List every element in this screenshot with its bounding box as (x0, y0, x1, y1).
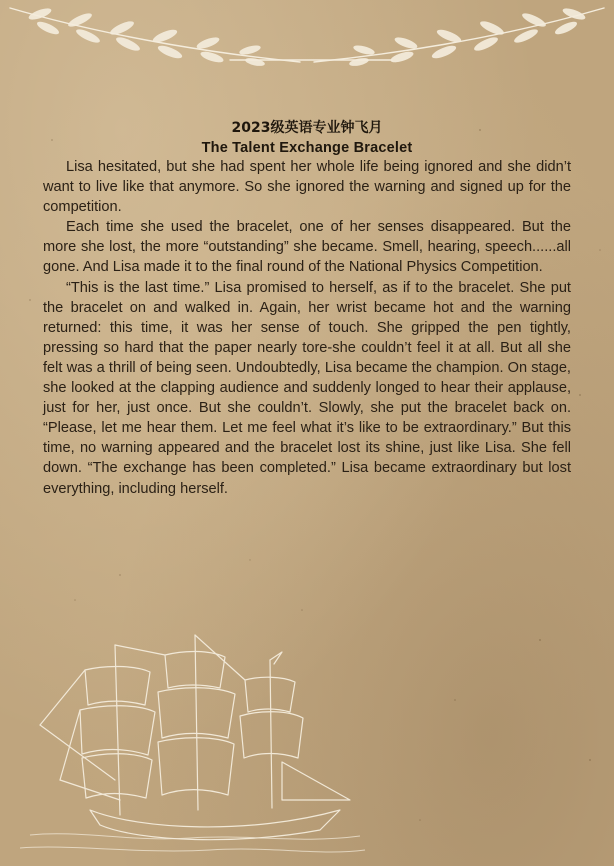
page-title: The Talent Exchange Bracelet (201, 140, 413, 156)
paragraph: “This is the last time.” Lisa promised to herself, as if to the bracelet. She put the bracelet on and walked in. Again, her wrist became hot and the warning returned: this time, it was her sense of touch. She gripped the pen tightly, pressing so hard that the paper nearly tore-she couldn’t feel it at all. But all she felt was a thrill of being seen. Undoubtedly, Lisa became the champion. On stage, she looked at the clapping audience and suddenly longed to hear their applause, just for her, just once. But she couldn’t. Slowly, she put the bracelet back on. “Please, let me hear them. Let me feel what it’s like to be extraordinary.” But this time, no warning appeared and the bracelet lost its shine, just like Lisa. She fell down. “The exchange has been completed.” Lisa became extraordinary but lost everything, including herself. (43, 279, 571, 497)
paragraph: Each time she used the bracelet, one of her senses disappeared. But the more she lost, the more “outstanding” she became. Smell, hearing, speech......all gone. And Lisa made it to the final round of the National Physics Competition. (43, 219, 571, 276)
laurel-branches-icon (0, 0, 614, 80)
class-label: 2023级英语专业钟飞月 (231, 120, 383, 136)
sailing-ship-icon (20, 630, 370, 860)
paragraph: Lisa hesitated, but she had spent her whole life being ignored and she didn’t want to live like that anymore. So she ignored the warning and signed up for the competition. (43, 159, 571, 216)
title-block (0, 118, 614, 158)
story-body (43, 157, 571, 499)
